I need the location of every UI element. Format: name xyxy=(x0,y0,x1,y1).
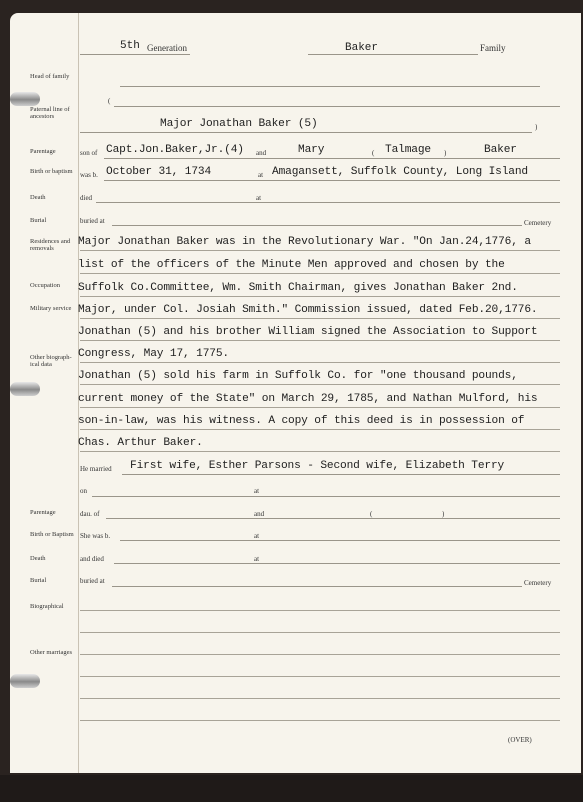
married-value: First wife, Esther Parsons - Second wife, Elizabeth Terry xyxy=(130,460,505,472)
wife-buried-at-label: buried at xyxy=(80,577,105,585)
narrative-line: Major Jonathan Baker was in the Revolutionary War. "On Jan.24,1776, a xyxy=(78,236,531,248)
binder-ring-icon xyxy=(10,674,40,688)
paternal-open-paren: ( xyxy=(108,97,111,105)
generation-value: 5th xyxy=(120,40,140,52)
over-label: (OVER) xyxy=(508,736,532,744)
birth-date: October 31, 1734 xyxy=(106,166,212,178)
son-of-label: son of xyxy=(80,149,98,157)
death-at-label: at xyxy=(256,194,262,202)
birth-place: Amagansett, Suffolk County, Long Island xyxy=(272,166,528,178)
surname-value: Baker xyxy=(345,42,379,54)
binder-ring-icon xyxy=(10,92,40,106)
mother-first-name: Mary xyxy=(298,144,325,156)
label-parentage: Parentage xyxy=(30,148,56,155)
label-death: Death xyxy=(30,194,46,201)
he-married-label: He married xyxy=(80,465,112,473)
wife-birth-at-label: at xyxy=(254,532,260,540)
label-birth-baptism: Birth or baptism xyxy=(30,168,73,175)
married-at-label: at xyxy=(254,487,260,495)
died-label: died xyxy=(80,194,93,202)
label-occupation: Occupation xyxy=(30,282,60,289)
narrative-line: list of the officers of the Minute Men approved and chosen by the xyxy=(78,259,505,271)
mother-close-paren: ) xyxy=(444,149,447,157)
narrative-line: Major, under Col. Josiah Smith." Commission issued, dated Feb.20,1776. xyxy=(78,304,538,316)
married-on-label: on xyxy=(80,487,87,495)
family-label: Family xyxy=(480,43,506,53)
parentage-and-label: and xyxy=(256,149,267,157)
mother-maiden-name: Talmage xyxy=(385,144,431,156)
wife-death-at-label: at xyxy=(254,555,260,563)
wife-open-paren: ( xyxy=(370,510,373,518)
label-military: Military service xyxy=(30,305,72,312)
dau-of-label: dau. of xyxy=(80,510,100,518)
label-birth-baptism-2: Birth or Baptism xyxy=(30,531,74,538)
narrative-line: son-in-law, was his witness. A copy of this deed is in possession of xyxy=(78,415,525,427)
label-burial: Burial xyxy=(30,217,47,224)
narrative-line: Suffolk Co.Committee, Wm. Smith Chairman, gives Jonathan Baker 2nd. xyxy=(78,282,518,294)
mother-married-name: Baker xyxy=(484,144,517,156)
genealogy-record-page xyxy=(10,13,581,773)
generation-label: Generation xyxy=(147,43,187,53)
paternal-close-paren: ) xyxy=(535,123,538,131)
wife-cemetery-label: Cemetery xyxy=(524,579,552,587)
was-born-label: was b. xyxy=(80,171,98,179)
narrative-line: Jonathan (5) and his brother William signed the Association to Support xyxy=(78,326,538,338)
head-of-family-name: Major Jonathan Baker (5) xyxy=(160,118,318,130)
label-biographical: Biographical xyxy=(30,603,64,610)
desk-background xyxy=(0,775,583,802)
label-residences: Residences and removals xyxy=(30,238,71,252)
label-other-bio: Other biograph-ical data xyxy=(30,354,72,368)
label-burial-2: Burial xyxy=(30,577,47,584)
she-was-born-label: She was b. xyxy=(80,532,111,540)
mother-open-paren: ( xyxy=(372,149,375,157)
buried-at-label: buried at xyxy=(80,217,105,225)
binder-ring-icon xyxy=(10,382,40,396)
wife-close-paren: ) xyxy=(442,510,445,518)
label-other-marriages: Other marriages xyxy=(30,649,73,656)
narrative-line: Congress, May 17, 1775. xyxy=(78,348,229,360)
label-death-2: Death xyxy=(30,555,46,562)
label-parentage-2: Parentage xyxy=(30,509,56,516)
cemetery-label: Cemetery xyxy=(524,219,552,227)
wife-and-label: and xyxy=(254,510,265,518)
label-head-of-family: Head of family xyxy=(30,73,70,80)
birth-at-label: at xyxy=(258,171,264,179)
narrative-line: current money of the State" on March 29, 1785, and Nathan Mulford, his xyxy=(78,393,538,405)
father-name: Capt.Jon.Baker,Jr.(4) xyxy=(106,144,244,156)
narrative-line: Jonathan (5) sold his farm in Suffolk Co. for "one thousand pounds, xyxy=(78,370,518,382)
and-died-label: and died xyxy=(80,555,104,563)
narrative-line: Chas. Arthur Baker. xyxy=(78,437,203,449)
label-paternal-line: Paternal line of ancestors xyxy=(30,106,70,120)
